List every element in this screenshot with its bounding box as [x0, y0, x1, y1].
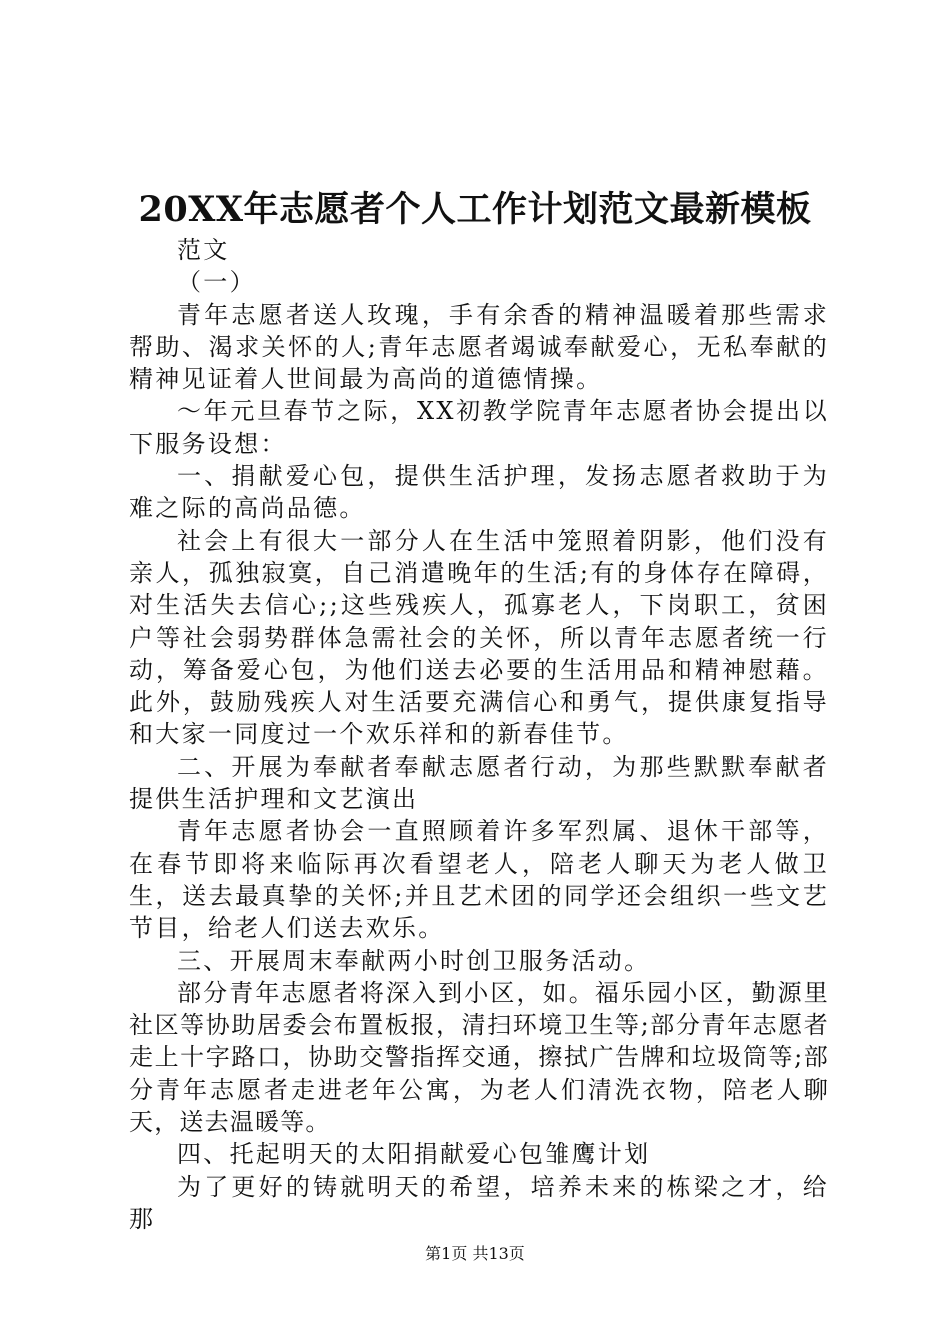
- paragraph: ～年元旦春节之际，XX初教学院青年志愿者协会提出以下服务设想：: [129, 397, 829, 458]
- paragraph: 一、捐献爱心包，提供生活护理，发扬志愿者救助于为难之际的高尚品德。: [129, 462, 829, 523]
- paragraph: 三、开展周末奉献两小时创卫服务活动。: [177, 946, 651, 975]
- paragraph: 青年志愿者协会一直照顾着许多军烈属、退休干部等，在春节即将来临际再次看望老人，陪老人聊天为老人做卫生，送去最真挚的关怀;并且艺术团的同学还会组织一些文艺节目，给老人们送去欢乐。: [129, 817, 829, 943]
- document-title: 20XX年志愿者个人工作计划范文最新模板: [138, 189, 812, 230]
- paragraph: 社会上有很大一部分人在生活中笼照着阴影，他们没有亲人，孤独寂寞，自己消遣晚年的生活;有的身体存在障碍，对生活失去信心;;这些残疾人，孤寡老人，下岗职工，贫困户等社会弱势群体急需社会的关怀，所以青年志愿者统一行动，筹备爱心包，为他们送去必要的生活用品和精神慰藉。此外，鼓励残疾人对生活要充满信心和勇气，提供康复指导和大家一同度过一个欢乐祥和的新春佳节。: [129, 526, 829, 749]
- document-body: [129, 234, 829, 1235]
- paragraph: 青年志愿者送人玫瑰，手有余香的精神温暖着那些需求帮助、渴求关怀的人;青年志愿者竭诚奉献爱心，无私奉献的精神见证着人世间最为高尚的道德情操。: [129, 300, 829, 394]
- paragraph: 二、开展为奉献者奉献志愿者行动，为那些默默奉献者提供生活护理和文艺演出: [129, 752, 829, 814]
- paragraph: 四、托起明天的太阳捐献爱心包雏鹰计划: [177, 1140, 651, 1169]
- page-footer: 第1页 共13页: [425, 1244, 525, 1263]
- paragraph: 部分青年志愿者将深入到小区，如。福乐园小区，勤源里社区等协助居委会布置板报，清扫环境卫生等;部分青年志愿者走上十字路口，协助交警指挥交通，擦拭广告牌和垃圾筒等;部分青年志愿者走进老年公寓，为老人们清洗衣物，陪老人聊天，送去温暖等。: [129, 978, 829, 1137]
- paragraph: （一）: [177, 268, 256, 297]
- paragraph: 范文: [177, 236, 230, 264]
- paragraph: 为了更好的铸就明天的希望，培养未来的栋梁之才，给那: [129, 1172, 829, 1233]
